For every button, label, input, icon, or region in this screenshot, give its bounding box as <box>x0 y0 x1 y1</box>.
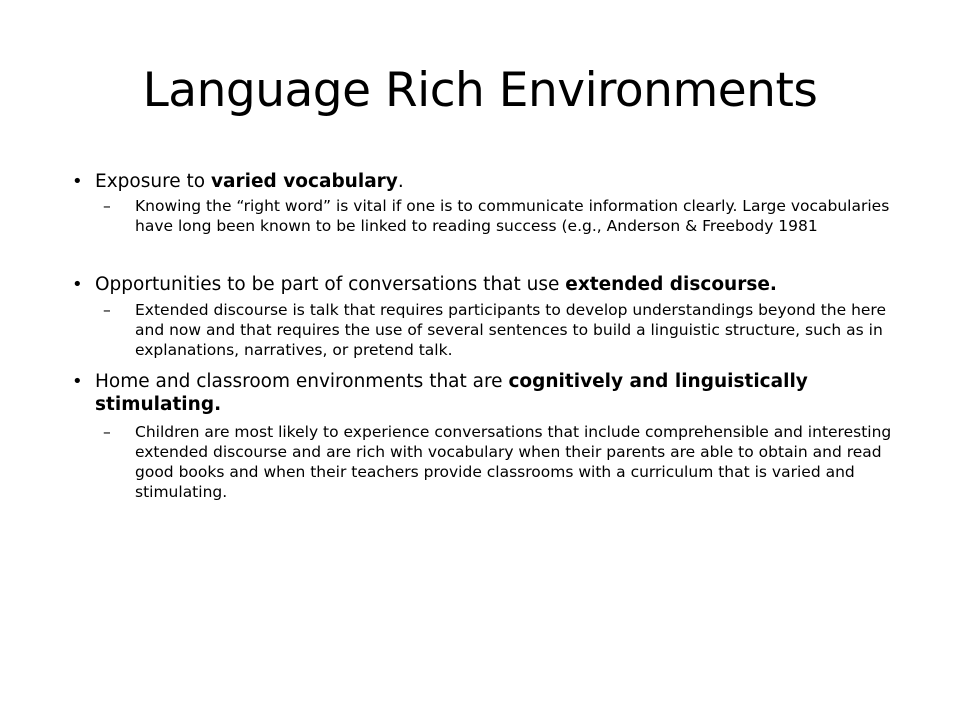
bullet-stimulating-environments <box>72 370 902 416</box>
bullet-marker: • <box>72 171 83 192</box>
bullet-emphasis: cognitively and linguistically stimulating. <box>95 371 808 415</box>
sub-bullet-extended-discourse <box>103 300 902 360</box>
sub-bullet-marker: – <box>103 301 111 319</box>
sub-bullet-children-conversations <box>103 422 902 502</box>
sub-bullet-text: Extended discourse is talk that requires participants to develop understandings beyond the here and now and that requires the use of several sentences to build a linguistic structure, such as in explanations, narratives, or pretend talk. <box>135 301 886 359</box>
bullet-text: Home and classroom environments that are <box>95 371 509 392</box>
slide-content <box>72 170 902 502</box>
sub-bullet-text: Knowing the “right word” is vital if one is to communicate information clearly. Large vocabularies have long been known to be linked to reading success (e.g., Anderson & Freebody 1981 <box>135 197 890 235</box>
bullet-marker: • <box>72 371 83 392</box>
bullet-text: Opportunities to be part of conversations that use <box>95 274 566 295</box>
sub-bullet-right-word <box>103 196 902 236</box>
bullet-varied-vocabulary <box>72 170 902 193</box>
bullet-emphasis: extended discourse. <box>565 274 777 295</box>
bullet-extended-discourse <box>72 273 902 296</box>
bullet-text: Exposure to <box>95 171 211 192</box>
bullet-text-end: . <box>397 171 404 192</box>
slide-title: Language Rich Environments <box>142 63 818 118</box>
bullet-marker: • <box>72 274 83 295</box>
bullet-emphasis: varied vocabulary <box>210 171 398 192</box>
sub-bullet-marker: – <box>103 197 111 215</box>
sub-bullet-text: Children are most likely to experience conversations that include comprehensible and interesting extended discourse and are rich with vocabulary when their parents are able to obtain and read good books and when their teachers provide classrooms with a curriculum that is varied and stimulating. <box>135 423 892 501</box>
sub-bullet-marker: – <box>103 423 111 441</box>
